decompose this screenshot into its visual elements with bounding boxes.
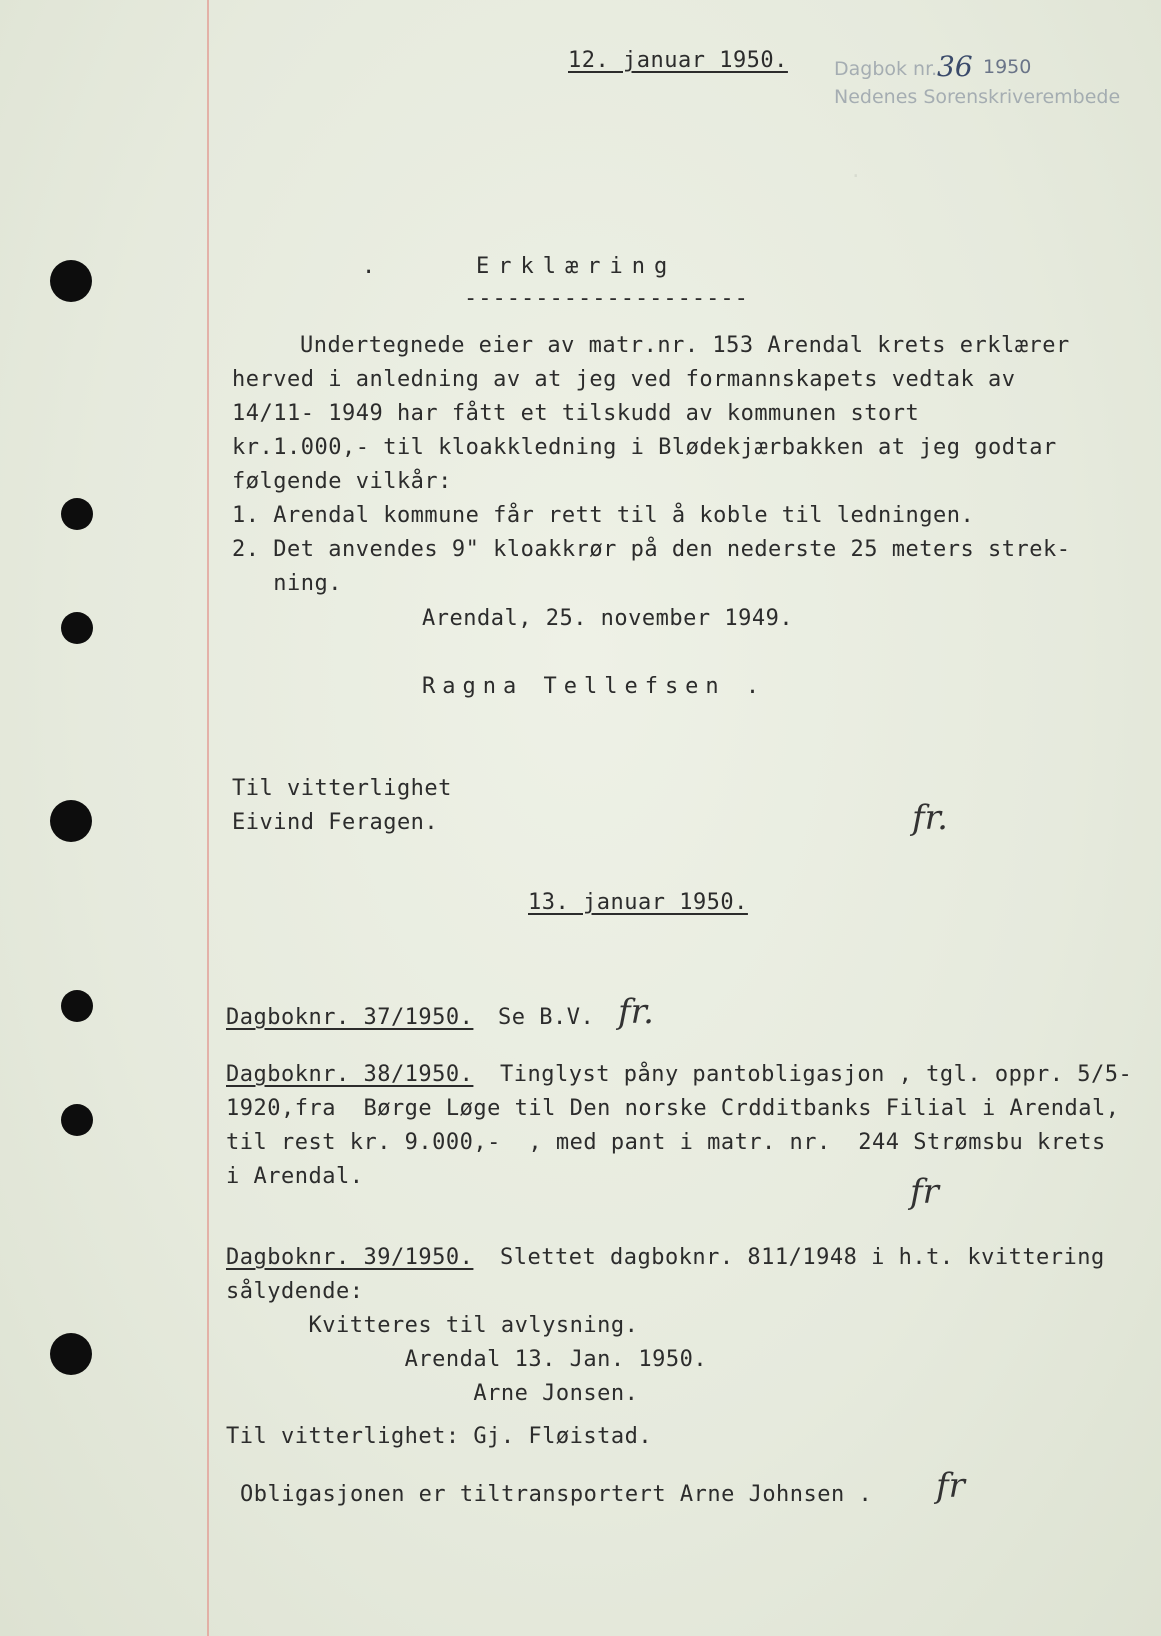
handwritten-initials: fr	[910, 1172, 939, 1212]
stamp-year: 1950	[983, 56, 1032, 78]
stamp-office: Nedenes Sorenskriverembede	[834, 86, 1121, 108]
final-note: Obligasjonen er tiltransportert Arne Johnsen .	[240, 1482, 873, 1507]
handwritten-initials: fr.	[912, 798, 948, 838]
entry-label: Dagboknr. 38/1950.	[226, 1062, 474, 1087]
punch-hole	[61, 498, 93, 530]
punch-hole	[61, 612, 93, 644]
entry-continuation: 1920,fra Børge Løge til Den norske Crdditbanks Filial i Arendal,	[226, 1096, 1120, 1121]
punch-hole	[61, 990, 93, 1022]
entry-text: Slettet dagboknr. 811/1948 i h.t. kvittering	[500, 1245, 1105, 1270]
declaration-condition: 1. Arendal kommune får rett til å koble til ledningen.	[232, 503, 975, 528]
receipt-signature: Arne Jonsen.	[226, 1381, 639, 1406]
receipt-text: Kvitteres til avlysning.	[226, 1313, 639, 1338]
receipt-place-date: Arendal 13. Jan. 1950.	[226, 1347, 708, 1372]
entry-continuation: i Arendal.	[226, 1164, 364, 1189]
declaration-title: Erklæring	[476, 254, 677, 279]
handwritten-initials: fr.	[618, 992, 654, 1032]
declaration-line: Undertegnede eier av matr.nr. 153 Arendal krets erklærer	[300, 333, 1070, 358]
declaration-line: følgende vilkår:	[232, 469, 452, 494]
witness-label: Til vitterlighet	[232, 776, 452, 801]
entry-label: Dagboknr. 37/1950.	[226, 1005, 474, 1030]
declaration-line: kr.1.000,- til kloakkledning i Blødekjærbakken at jeg godtar	[232, 435, 1057, 460]
entry-continuation: sålydende:	[226, 1279, 364, 1304]
declaration-signature: Ragna Tellefsen .	[422, 674, 767, 699]
handwritten-initials: fr	[936, 1466, 965, 1506]
punch-hole	[50, 260, 92, 302]
witness-name: Eivind Feragen.	[232, 810, 439, 835]
entry-label: Dagboknr. 39/1950.	[226, 1245, 474, 1270]
punch-hole	[50, 800, 92, 842]
stamp-number: 36	[937, 50, 973, 83]
declaration-line: 14/11- 1949 har fått et tilskudd av kommunen stort	[232, 401, 920, 426]
entry-text: Tinglyst påny pantobligasjon , tgl. oppr. 5/5-	[500, 1062, 1133, 1087]
header-date: 12. januar 1950.	[568, 48, 788, 73]
second-date: 13. januar 1950.	[528, 890, 748, 915]
declaration-condition: ning.	[232, 571, 342, 596]
document-page: 12. januar 1950. Dagbok nr. 36 1950 Nedenes Sorenskriverembede · . Erklæring -------------------- Undertegnede eier av matr.nr. 153 Arendal krets erklærer herved i anledning av at jeg ved formannskapets vedtak av 14/11- 1949 har fått et tilskudd av kommunen stort kr.1.000,- til kloakkledning i Blødekjærbakken at jeg godtar følgende vilkår: 1. Arendal kommune får rett til å koble til ledningen. 2. Det anvendes 9" kloakkrør på den nederste 25 meters strek- ning. Arendal, 25. november 1949. Ragna Tellefsen . Til vitterlighet Eivind Feragen. fr. 13. januar 1950. Dagboknr. 37/1950. Se B.V. fr. Dagboknr. 38/1950. Tinglyst påny pantobligasjon , tgl. oppr. 5/5- 1920,fra Børge Løge til Den norske Crdditbanks Filial i Arendal, til rest kr. 9.000,- , med pant i matr. nr. 244 Strømsbu krets i Arendal. fr Dagboknr. 39/1950. Slettet dagboknr. 811/1948 i h.t. kvittering sålydende: Kvitteres til avlysning. Arendal 13. Jan. 1950. Arne Jonsen. Til vitterlighet: Gj. Fløistad. Obligasjonen er tiltransportert Arne Johnsen . fr	[0, 0, 1161, 1636]
declaration-line: herved i anledning av at jeg ved formannskapets vedtak av	[232, 367, 1016, 392]
margin-line	[207, 0, 209, 1636]
entry-text: Se B.V.	[498, 1005, 595, 1030]
declaration-condition: 2. Det anvendes 9" kloakkrør på den nederste 25 meters strek-	[232, 537, 1071, 562]
punch-hole	[50, 1333, 92, 1375]
punch-hole	[61, 1104, 93, 1136]
declaration-place-date: Arendal, 25. november 1949.	[422, 606, 794, 631]
receipt-witness: Til vitterlighet: Gj. Fløistad.	[226, 1424, 653, 1449]
title-rule: --------------------	[464, 286, 749, 311]
entry-continuation: til rest kr. 9.000,- , med pant i matr. nr. 244 Strømsbu krets	[226, 1130, 1106, 1155]
stamp-label: Dagbok nr.	[834, 58, 938, 80]
